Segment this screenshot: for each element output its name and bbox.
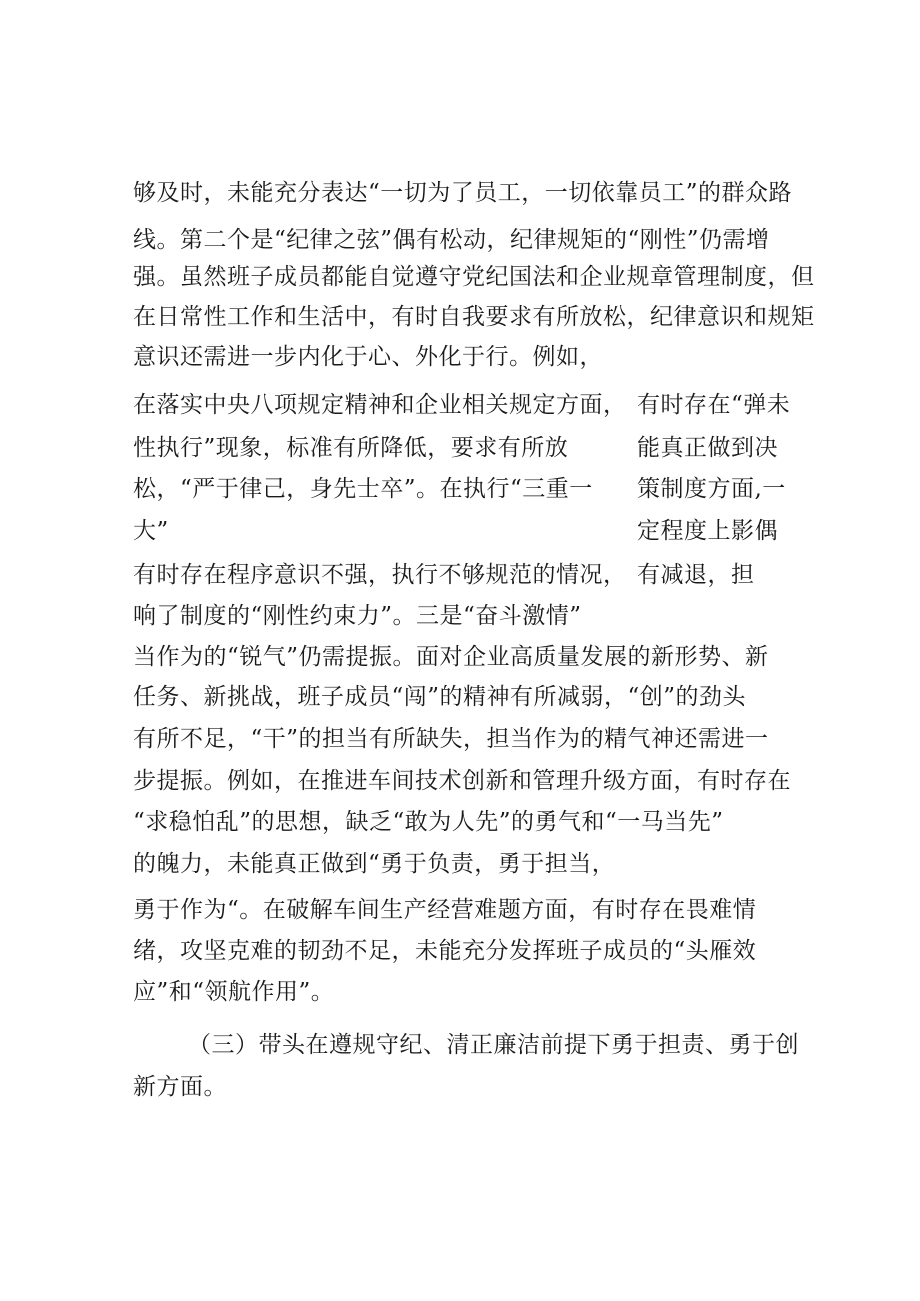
text-line-17: 的魄力，未能真正做到“勇于负责，勇于担当， <box>133 851 616 877</box>
text-line-5: 意识还需进一步内化于心、外化于行。例如， <box>133 344 603 370</box>
text-line-12: 当作为的“锐气”仍需提振。面对企业高质量发展的新形势、新 <box>133 644 769 670</box>
text-line-18: 勇于作为“。在破解车间生产经营难题方面，有时存在畏难情 <box>133 897 757 923</box>
text-line-13: 任务、新挑战，班子成员“闯”的精神有所减弱，“创”的劲头 <box>133 684 747 710</box>
side-text-line-2: 能真正做到决 <box>637 435 778 461</box>
text-line-20: 应”和“领航作用”。 <box>133 979 335 1005</box>
text-line-6: 在落实中央八项规定精神和企业相关规定方面， <box>133 392 627 418</box>
text-line-1: 够及时，未能充分表达“一切为了员工，一切依靠员工”的群众路 <box>133 180 793 206</box>
text-line-11: 响了制度的“刚性约束力”。三是“奋斗激情” <box>133 603 582 629</box>
text-line-16: “求稳怕乱”的思想，缺乏“敢为人先”的勇气和“一马当先” <box>133 809 724 835</box>
text-line-2: 线。第二个是“纪律之弦”偶有松动，纪律规矩的“刚性”仍需增 <box>133 227 770 253</box>
side-text-line-1: 有时存在“弹未 <box>637 392 791 418</box>
section-heading-line-1: （三）带头在遵规守纪、清正廉洁前提下勇于担责、勇于创 <box>188 1032 799 1058</box>
text-line-19: 绪，攻坚克难的韧劲不足，未能充分发挥班子成员的“头雁效 <box>133 938 757 964</box>
text-line-3: 强。虽然班子成员都能自觉遵守党纪国法和企业规章管理制度，但 <box>133 264 815 290</box>
text-line-8: 松，“严于律己，身先士卒”。在执行“三重一 <box>133 476 593 502</box>
text-line-14: 有所不足，“干”的担当有所缺失，担当作为的精气神还需进一 <box>133 726 769 752</box>
text-line-7: 性执行”现象，标准有所降低，要求有所放 <box>133 435 569 461</box>
text-line-15: 步提振。例如，在推进车间技术创新和管理升级方面，有时存在 <box>133 768 791 794</box>
section-heading-line-2: 新方面。 <box>133 1074 227 1100</box>
text-line-4: 在日常性工作和生活中，有时自我要求有所放松，纪律意识和规矩 <box>133 304 815 330</box>
side-text-line-5: 有减退，担 <box>637 562 755 588</box>
side-text-line-3: 策制度方面,一 <box>637 476 786 502</box>
side-text-line-4: 定程度上影偶 <box>637 518 778 544</box>
text-line-9: 大” <box>133 518 169 544</box>
text-line-10: 有时存在程序意识不强，执行不够规范的情况， <box>133 562 627 588</box>
